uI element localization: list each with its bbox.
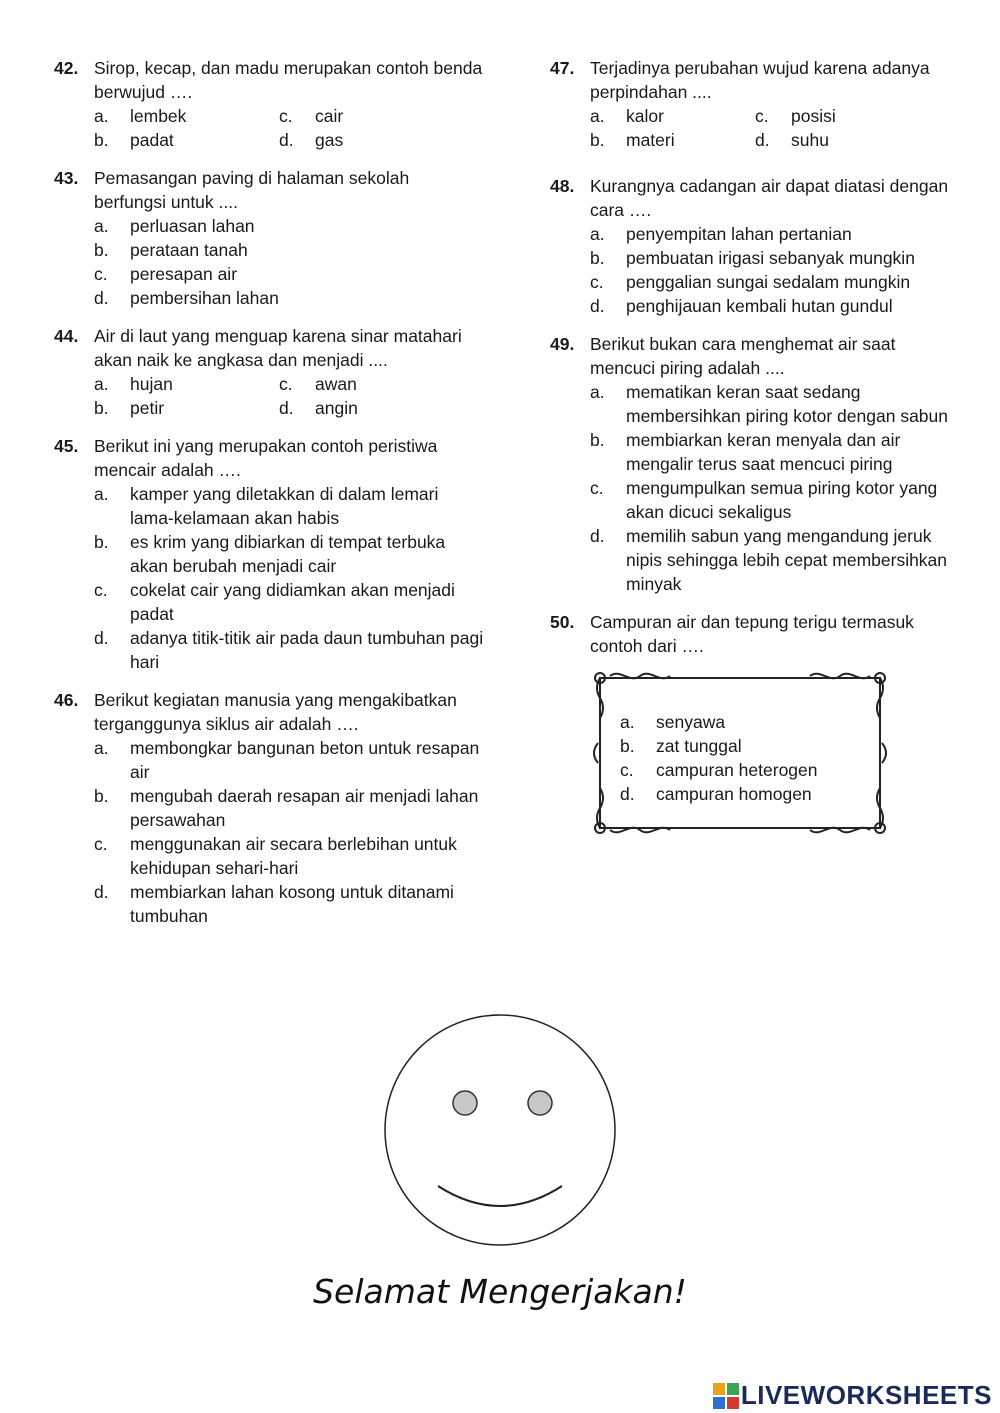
option-text: posisi [791, 106, 836, 126]
option-letter: c. [755, 106, 769, 126]
option-d[interactable] [279, 128, 484, 152]
option-d[interactable] [590, 524, 950, 596]
question-45 [54, 434, 484, 674]
option-b[interactable] [590, 128, 755, 152]
option-letter: d. [279, 130, 294, 150]
option-a[interactable] [94, 104, 279, 128]
option-c[interactable] [590, 476, 950, 524]
question-number: 50. [550, 612, 575, 632]
option-letter: b. [590, 130, 605, 150]
option-b[interactable] [94, 784, 484, 832]
option-c[interactable] [94, 578, 484, 626]
option-text: penyempitan lahan pertanian [626, 224, 852, 244]
question-number: 45. [54, 436, 79, 456]
option-c[interactable] [590, 270, 950, 294]
option-letter: b. [620, 736, 635, 756]
question-number: 42. [54, 58, 79, 78]
option-a[interactable] [590, 380, 950, 428]
option-letter: d. [94, 628, 109, 648]
right-column [550, 56, 950, 852]
option-letter: a. [590, 106, 605, 126]
question-48 [550, 174, 950, 318]
option-a[interactable] [94, 482, 484, 530]
option-text: pembuatan irigasi sebanyak mungkin [626, 248, 915, 268]
question-text: Berikut kegiatan manusia yang mengakibatkan terganggunya siklus air adalah …. [94, 690, 457, 734]
question-42 [54, 56, 484, 152]
option-b[interactable] [94, 396, 279, 420]
question-text: Pemasangan paving di halaman sekolah berfungsi untuk .... [94, 168, 410, 212]
left-column [54, 56, 484, 942]
option-text: campuran heterogen [656, 760, 818, 780]
question-text: Sirop, kecap, dan madu merupakan contoh benda berwujud …. [94, 58, 483, 102]
option-letter: c. [94, 580, 108, 600]
option-letter: d. [755, 130, 770, 150]
option-text: campuran homogen [656, 784, 812, 804]
option-letter: d. [279, 398, 294, 418]
option-text: petir [130, 398, 165, 418]
option-letter: a. [94, 374, 109, 394]
option-d[interactable] [590, 294, 950, 318]
option-text: kalor [626, 106, 664, 126]
option-letter: a. [94, 216, 109, 236]
question-number: 48. [550, 176, 575, 196]
option-letter: b. [94, 130, 109, 150]
option-a[interactable] [590, 104, 755, 128]
option-letter: d. [94, 882, 109, 902]
option-d[interactable] [755, 128, 950, 152]
option-text: perataan tanah [130, 240, 248, 260]
option-letter: a. [620, 712, 635, 732]
question-43 [54, 166, 484, 310]
option-text: menggunakan air secara berlebihan untuk kehidupan sehari-hari [130, 834, 457, 878]
option-b[interactable] [590, 428, 950, 476]
option-text: penghijauan kembali hutan gundul [626, 296, 893, 316]
question-number: 47. [550, 58, 575, 78]
option-text: padat [130, 130, 174, 150]
option-b[interactable] [94, 128, 279, 152]
option-text: mematikan keran saat sedang membersihkan piring kotor dengan sabun [626, 382, 948, 426]
option-letter: b. [94, 240, 109, 260]
option-text: materi [626, 130, 675, 150]
question-text: Air di laut yang menguap karena sinar matahari akan naik ke angkasa dan menjadi .... [94, 326, 462, 370]
options [620, 710, 818, 806]
option-text: membiarkan lahan kosong untuk ditanami tumbuhan [130, 882, 454, 926]
option-letter: d. [620, 784, 635, 804]
brand-name: LIVEWORKSHEETS [740, 1380, 992, 1410]
option-letter: d. [590, 296, 605, 316]
option-letter: c. [94, 264, 108, 284]
ornate-option-box [590, 668, 890, 838]
option-a[interactable] [94, 214, 484, 238]
option-a[interactable] [94, 372, 279, 396]
option-letter: c. [590, 478, 604, 498]
option-letter: b. [94, 786, 109, 806]
question-number: 46. [54, 690, 79, 710]
option-c[interactable] [94, 262, 484, 286]
question-number: 44. [54, 326, 79, 346]
option-b[interactable] [94, 530, 484, 578]
option-text: cair [315, 106, 344, 126]
question-text: Berikut ini yang merupakan contoh peristiwa mencair adalah …. [94, 436, 438, 480]
option-letter: c. [94, 834, 108, 854]
option-text: membiarkan keran menyala dan air mengalir terus saat mencuci piring [626, 430, 901, 474]
option-letter: c. [620, 760, 634, 780]
option-text: senyawa [656, 712, 726, 732]
question-number: 43. [54, 168, 79, 188]
option-a[interactable] [590, 222, 950, 246]
option-b[interactable] [94, 238, 484, 262]
option-text: hujan [130, 374, 173, 394]
option-c[interactable] [620, 758, 818, 782]
option-a[interactable] [94, 736, 484, 784]
option-text: mengumpulkan semua piring kotor yang akan dicuci sekaligus [626, 478, 938, 522]
option-text: es krim yang dibiarkan di tempat terbuka akan berubah menjadi cair [130, 532, 446, 576]
question-49 [550, 332, 950, 596]
option-text: suhu [791, 130, 829, 150]
question-text: Campuran air dan tepung terigu termasuk contoh dari …. [590, 612, 914, 656]
option-letter: c. [279, 374, 293, 394]
option-d[interactable] [94, 626, 484, 674]
option-d[interactable] [620, 782, 818, 806]
option-text: awan [315, 374, 357, 394]
option-letter: a. [590, 382, 605, 402]
question-50 [550, 610, 950, 838]
option-letter: b. [94, 398, 109, 418]
option-text: pembersihan lahan [130, 288, 279, 308]
options [94, 482, 484, 674]
option-letter: a. [94, 738, 109, 758]
option-text: angin [315, 398, 358, 418]
smiley-face-icon [380, 1010, 620, 1255]
option-text: perluasan lahan [130, 216, 255, 236]
question-text: Berikut bukan cara menghemat air saat mencuci piring adalah .... [590, 334, 896, 378]
options [94, 214, 484, 310]
option-c[interactable] [279, 104, 484, 128]
options [590, 380, 950, 596]
options [94, 372, 484, 420]
option-b[interactable] [590, 246, 950, 270]
option-letter: b. [94, 532, 109, 552]
option-c[interactable] [755, 104, 950, 128]
question-number: 49. [550, 334, 575, 354]
option-letter: a. [94, 106, 109, 126]
option-letter: c. [279, 106, 293, 126]
option-text: lembek [130, 106, 187, 126]
option-letter: a. [590, 224, 605, 244]
question-47 [550, 56, 950, 152]
question-text: Kurangnya cadangan air dapat diatasi dengan cara …. [590, 176, 949, 220]
options [590, 104, 950, 152]
option-c[interactable] [279, 372, 484, 396]
option-text: mengubah daerah resapan air menjadi lahan persawahan [130, 786, 479, 830]
liveworksheets-brand[interactable] [713, 1380, 992, 1411]
options [94, 104, 484, 152]
option-text: kamper yang diletakkan di dalam lemari lama-kelamaan akan habis [130, 484, 439, 528]
question-44 [54, 324, 484, 420]
option-text: membongkar bangunan beton untuk resapan air [130, 738, 480, 782]
option-text: memilih sabun yang mengandung jeruk nipis sehingga lebih cepat membersihkan minyak [626, 526, 948, 594]
option-d[interactable] [94, 286, 484, 310]
liveworksheets-logo-icon [713, 1383, 739, 1409]
option-text: penggalian sungai sedalam mungkin [626, 272, 911, 292]
options [94, 736, 484, 928]
option-letter: b. [590, 430, 605, 450]
option-b[interactable] [620, 734, 818, 758]
option-letter: c. [590, 272, 604, 292]
option-text: gas [315, 130, 344, 150]
options [590, 222, 950, 318]
option-text: peresapan air [130, 264, 238, 284]
farewell-message: Selamat Mengerjakan! [313, 1272, 687, 1311]
option-a[interactable] [620, 710, 818, 734]
option-letter: b. [590, 248, 605, 268]
option-d[interactable] [279, 396, 484, 420]
option-letter: d. [94, 288, 109, 308]
option-letter: a. [94, 484, 109, 504]
option-text: cokelat cair yang didiamkan akan menjadi padat [130, 580, 455, 624]
question-text: Terjadinya perubahan wujud karena adanya perpindahan .... [590, 58, 930, 102]
option-c[interactable] [94, 832, 484, 880]
option-text: zat tunggal [656, 736, 742, 756]
option-d[interactable] [94, 880, 484, 928]
option-letter: d. [590, 526, 605, 546]
question-46 [54, 688, 484, 928]
option-text: adanya titik-titik air pada daun tumbuhan pagi hari [130, 628, 484, 672]
